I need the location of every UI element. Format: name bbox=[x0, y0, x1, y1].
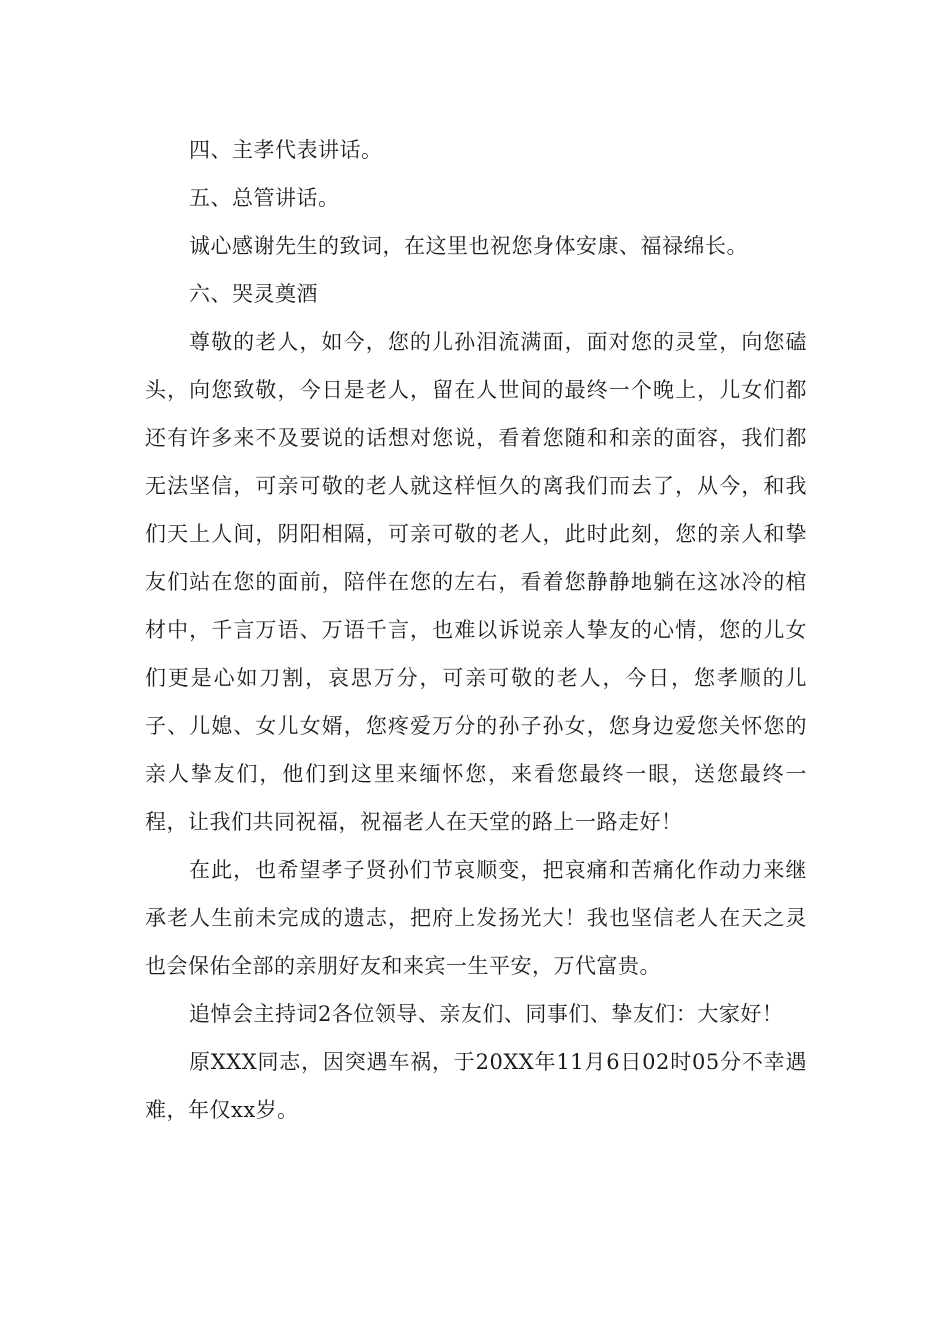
condolence-paragraph: 在此，也希望孝子贤孙们节哀顺变，把哀痛和苦痛化作动力来继承老人生前未完成的遗志，把府上发扬光大！我也坚信老人在天之灵也会保佑全部的亲朋好友和来宾一生平安，万代富贵。 bbox=[145, 858, 807, 978]
memorial-greeting-paragraph: 追悼会主持词2各位领导、亲友们、同事们、挚友们：大家好！ bbox=[189, 1002, 784, 1026]
section-heading-5: 五、总管讲话。 bbox=[189, 186, 340, 210]
thanks-paragraph: 诚心感谢先生的致词，在这里也祝您身体安康、福禄绵长。 bbox=[189, 234, 748, 258]
document-body bbox=[145, 126, 807, 1134]
announcement-paragraph: 原XXX同志，因突遇车祸，于20XX年11月6日02时05分不幸遇难，年仅xx岁。 bbox=[145, 1050, 807, 1122]
section-heading-6: 六、哭灵奠酒 bbox=[189, 282, 318, 306]
eulogy-paragraph: 尊敬的老人，如今，您的儿孙泪流满面，面对您的灵堂，向您磕头，向您致敬，今日是老人，留在人世间的最终一个晚上，儿女们都还有许多来不及要说的话想对您说，看着您随和和亲的面容，我们都无法坚信，可亲可敬的老人就这样恒久的离我们而去了，从今，和我们天上人间，阴阳相隔，可亲可敬的老人，此时此刻，您的亲人和挚友们站在您的面前，陪伴在您的左右，看着您静静地躺在这冰冷的棺材中，千言万语、万语千言，也难以诉说亲人挚友的心情，您的儿女们更是心如刀割，哀思万分，可亲可敬的老人，今日，您孝顺的儿子、儿媳、女儿女婿，您疼爱万分的孙子孙女，您身边爱您关怀您的亲人挚友们，他们到这里来缅怀您，来看您最终一眼，送您最终一程，让我们共同祝福，祝福老人在天堂的路上一路走好！ bbox=[145, 330, 807, 834]
section-heading-4: 四、主孝代表讲话。 bbox=[189, 138, 383, 162]
